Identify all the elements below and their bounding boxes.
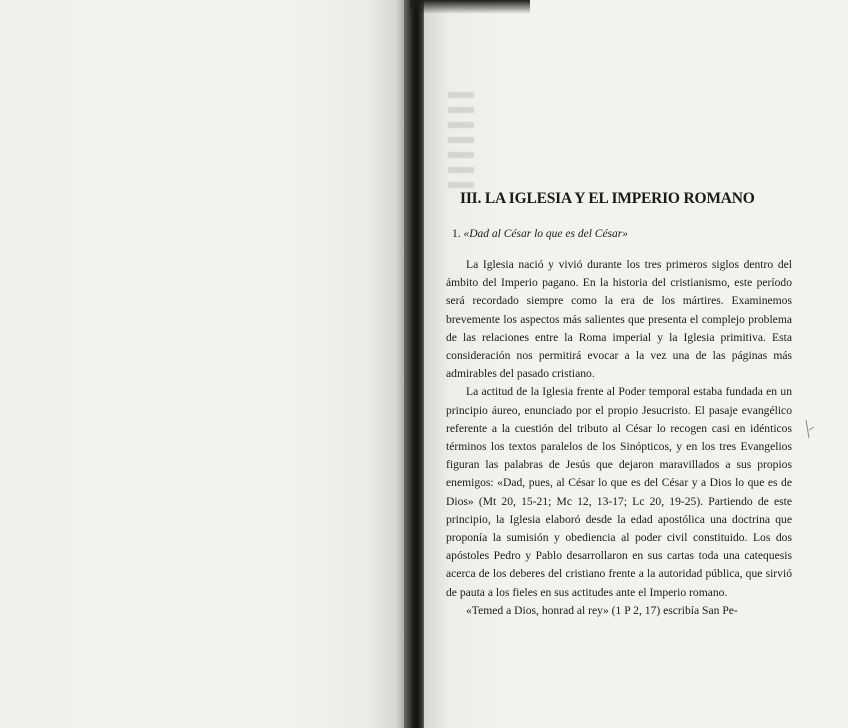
section-title: «Dad al César lo que es del César» (463, 228, 629, 240)
page-edge-shadow (410, 0, 530, 14)
section-number: 1. (452, 228, 461, 240)
show-through-marks (448, 92, 474, 188)
body-paragraph: La Iglesia nació y vivió durante los tres primeros siglos dentro del ámbito del Imperio pagano. En la historia del cristianismo, este período será recordado siempre como la era de los mártires. Examinemos brevemente los aspectos más salientes que presenta el complejo problema de las relaciones entre la Roma imperial y la Iglesia primitiva. Esta consideración nos permitirá evocar a la vez una de las páginas más admirables del pasado cristiano. (446, 258, 792, 381)
chapter-title: III. LA IGLESIA Y EL IMPERIO ROMANO (460, 190, 755, 207)
page-content (446, 190, 792, 620)
section-heading (452, 228, 792, 240)
left-page-blank (0, 0, 408, 728)
body-paragraph: La actitud de la Iglesia frente al Poder temporal estaba fundada en un principio áureo, enunciado por el propio Jesucristo. El pasaje evangélico referente a la cuestión del tributo al César lo recogen casi en idénticos términos los textos paralelos de los Sinópticos, y en los tres Evangelios figuran las palabras de Jesús que dejaron maravillados a sus propios enemigos: «Dad, pues, al César lo que es del César y a Dios lo que es de Dios» (Mt 20, 15-21; Mc 12, 13-17; Lc 20, 19-25). Partiendo de este principio, la Iglesia elaboró desde la edad apostólica una doctrina que proponía la sumisión y obediencia al poder civil constituido. Los dos apóstoles Pedro y Pablo desarrollaron en sus cartas toda una catequesis acerca de los deberes del cristiano frente a la autoridad pública, que sirvió de pauta a los fieles en sus actitudes ante el Imperio romano. (446, 385, 792, 599)
body-paragraph: «Temed a Dios, honrad al rey» (1 P 2, 17) escribía San Pe- (466, 603, 738, 617)
pencil-mark-icon (802, 418, 816, 440)
